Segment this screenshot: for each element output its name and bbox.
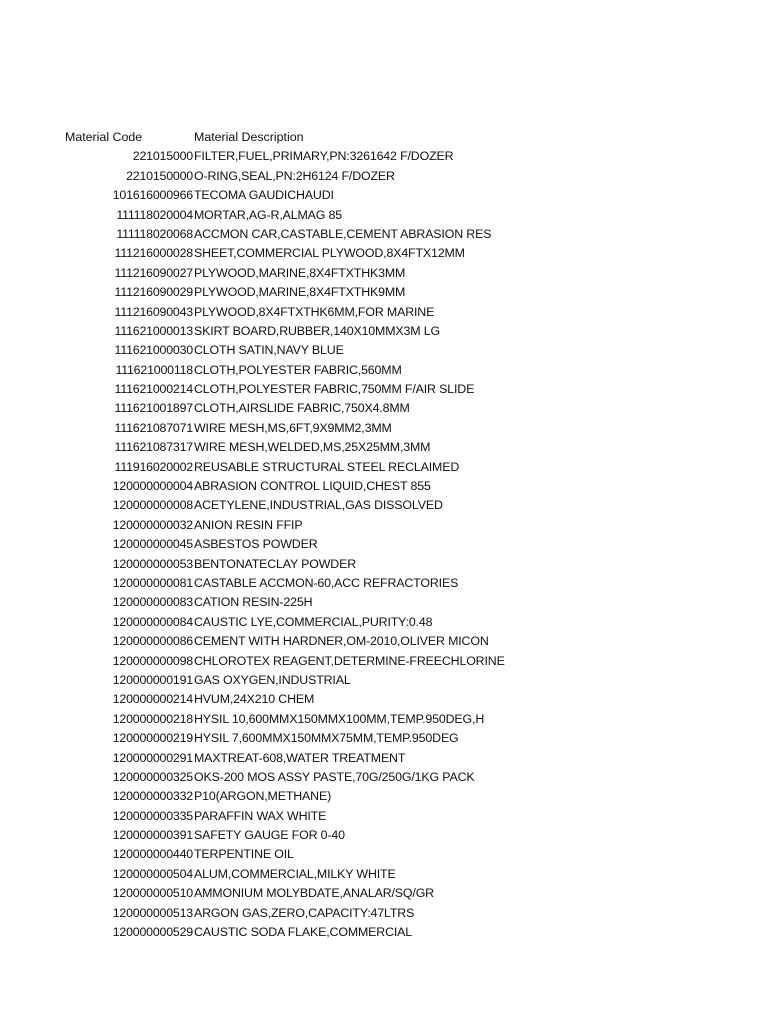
table-row — [0, 593, 768, 612]
material-description-cell: CAUSTIC LYE,COMMERCIAL,PURITY:0.48 — [194, 614, 433, 629]
table-row — [0, 322, 768, 341]
material-code-cell: 120000000045 — [112, 537, 193, 552]
material-code-cell: 120000000529 — [112, 925, 193, 940]
material-code-cell: 111621087317 — [114, 440, 193, 455]
material-description-cell: GAS OXYGEN,INDUSTRIAL — [194, 672, 351, 687]
material-code-cell: 120000000032 — [112, 517, 193, 532]
table-row — [0, 749, 768, 768]
material-code-cell: 120000000098 — [112, 653, 193, 668]
table-row — [0, 652, 768, 671]
material-code-cell: 120000000214 — [112, 692, 193, 707]
material-description-cell: CEMENT WITH HARDNER,OM-2010,OLIVER MICON — [194, 634, 489, 649]
table-row — [0, 690, 768, 709]
material-description-cell: ASBESTOS POWDER — [194, 537, 318, 552]
material-description-cell: FILTER,FUEL,PRIMARY,PN:3261642 F/DOZER — [194, 149, 454, 164]
table-row — [0, 147, 768, 166]
table-row — [0, 884, 768, 903]
table-row — [0, 904, 768, 923]
table-row — [0, 710, 768, 729]
material-code-cell: 120000000083 — [112, 595, 193, 610]
material-code-cell: 120000000291 — [112, 750, 193, 765]
material-code-cell: 111216090027 — [114, 265, 193, 280]
material-code-cell: 120000000218 — [112, 711, 193, 726]
material-description-cell: CLOTH SATIN,NAVY BLUE — [194, 343, 344, 358]
material-description-cell: PLYWOOD,MARINE,8X4FTXTHK9MM — [194, 285, 406, 300]
material-code-cell: 111216090029 — [114, 285, 193, 300]
material-description-cell: SAFETY GAUGE FOR 0-40 — [194, 828, 345, 843]
material-code-cell: 120000000504 — [112, 866, 193, 881]
material-code-cell: 111621001897 — [114, 401, 193, 416]
column-header-material-code: Material Code — [65, 130, 143, 144]
material-code-cell: 120000000081 — [112, 575, 193, 590]
material-code-cell: 111216090043 — [114, 304, 193, 319]
material-code-cell: 111621000030 — [114, 343, 193, 358]
material-description-cell: BENTONATECLAY POWDER — [194, 556, 357, 571]
material-description-cell: PLYWOOD,MARINE,8X4FTXTHK3MM — [194, 265, 406, 280]
table-row — [0, 613, 768, 632]
table-row — [0, 516, 768, 535]
table-row — [0, 671, 768, 690]
table-row — [0, 341, 768, 360]
material-description-cell: CLOTH,POLYESTER FABRIC,750MM F/AIR SLIDE — [194, 382, 475, 397]
material-code-cell: 111621087071 — [114, 420, 193, 435]
table-row — [0, 399, 768, 418]
table-row — [0, 225, 768, 244]
material-code-cell: 111118020004 — [116, 207, 193, 222]
table-row — [0, 496, 768, 515]
material-description-cell: P10(ARGON,METHANE) — [194, 789, 332, 804]
material-description-cell: HVUM,24X210 CHEM — [194, 692, 315, 707]
material-code-cell: 111118020068 — [116, 226, 193, 241]
material-code-cell: 101616000966 — [112, 188, 193, 203]
material-description-cell: CAUSTIC SODA FLAKE,COMMERCIAL — [194, 925, 413, 940]
material-code-cell: 120000000086 — [112, 634, 193, 649]
material-description-cell: ACETYLENE,INDUSTRIAL,GAS DISSOLVED — [194, 498, 443, 513]
material-code-cell: 2210150000 — [126, 168, 193, 183]
table-row — [0, 458, 768, 477]
material-description-cell: PARAFFIN WAX WHITE — [194, 808, 327, 823]
material-code-cell: 120000000335 — [112, 808, 193, 823]
material-description-cell: CATION RESIN-225H — [194, 595, 313, 610]
material-description-cell: O-RING,SEAL,PN:2H6124 F/DOZER — [194, 168, 395, 183]
table-row — [0, 826, 768, 845]
table-row — [0, 555, 768, 574]
table-row — [0, 206, 768, 225]
material-description-cell: SHEET,COMMERCIAL PLYWOOD,8X4FTX12MM — [194, 246, 465, 261]
material-code-cell: 111916020002 — [114, 459, 193, 474]
table-row — [0, 303, 768, 322]
table-row — [0, 923, 768, 942]
table-row — [0, 186, 768, 205]
material-code-cell: 120000000084 — [112, 614, 193, 629]
material-code-cell: 111621000013 — [114, 323, 193, 338]
material-description-cell: HYSIL 7,600MMX150MMX75MM,TEMP.950DEG — [194, 731, 459, 746]
table-row — [0, 807, 768, 826]
table-row — [0, 167, 768, 186]
table-row — [0, 768, 768, 787]
material-code-cell: 120000000191 — [112, 672, 193, 687]
table-row — [0, 419, 768, 438]
material-description-cell: WIRE MESH,MS,6FT,9X9MM2,3MM — [194, 420, 392, 435]
table-row — [0, 477, 768, 496]
material-table — [0, 128, 768, 942]
material-description-cell: TERPENTINE OIL — [194, 847, 294, 862]
material-description-cell: TECOMA GAUDICHAUDI — [194, 188, 334, 203]
material-description-cell: ABRASION CONTROL LIQUID,CHEST 855 — [194, 479, 431, 494]
material-description-cell: MAXTREAT-608,WATER TREATMENT — [194, 750, 406, 765]
material-code-cell: 120000000510 — [112, 886, 193, 901]
table-row — [0, 438, 768, 457]
material-code-cell: 120000000004 — [112, 479, 193, 494]
material-code-cell: 120000000513 — [112, 905, 193, 920]
table-header-row — [0, 128, 768, 147]
material-code-cell: 120000000332 — [112, 789, 193, 804]
material-code-cell: 120000000053 — [112, 556, 193, 571]
material-description-cell: OKS-200 MOS ASSY PASTE,70G/250G/1KG PACK — [194, 769, 475, 784]
material-description-cell: ALUM,COMMERCIAL,MILKY WHITE — [194, 866, 396, 881]
table-row — [0, 380, 768, 399]
material-description-cell: CLOTH,POLYESTER FABRIC,560MM — [194, 362, 402, 377]
material-description-cell: PLYWOOD,8X4FTXTHK6MM,FOR MARINE — [194, 304, 435, 319]
material-description-cell: SKIRT BOARD,RUBBER,140X10MMX3M LG — [194, 323, 440, 338]
material-code-cell: 111216000028 — [114, 246, 193, 261]
material-code-cell: 111621000214 — [114, 382, 193, 397]
material-code-cell: 120000000219 — [112, 731, 193, 746]
column-header-material-description: Material Description — [194, 130, 304, 144]
material-code-cell: 120000000440 — [112, 847, 193, 862]
material-code-cell: 120000000008 — [112, 498, 193, 513]
table-row — [0, 574, 768, 593]
table-row — [0, 535, 768, 554]
material-description-cell: ARGON GAS,ZERO,CAPACITY:47LTRS — [194, 905, 415, 920]
material-code-cell: 111621000118 — [115, 362, 193, 377]
table-row — [0, 632, 768, 651]
material-description-cell: CHLOROTEX REAGENT,DETERMINE-FREECHLORINE — [194, 653, 505, 668]
material-code-cell: 120000000391 — [112, 828, 193, 843]
table-row — [0, 787, 768, 806]
material-description-cell: ACCMON CAR,CASTABLE,CEMENT ABRASION RES — [194, 226, 492, 241]
table-row — [0, 283, 768, 302]
material-code-cell: 120000000325 — [112, 769, 193, 784]
table-row — [0, 845, 768, 864]
material-description-cell: REUSABLE STRUCTURAL STEEL RECLAIMED — [194, 459, 460, 474]
material-description-cell: CASTABLE ACCMON-60,ACC REFRACTORIES — [194, 575, 459, 590]
table-row — [0, 729, 768, 748]
material-description-cell: MORTAR,AG-R,ALMAG 85 — [194, 207, 343, 222]
table-row — [0, 865, 768, 884]
material-description-cell: CLOTH,AIRSLIDE FABRIC,750X4.8MM — [194, 401, 410, 416]
material-description-cell: ANION RESIN FFIP — [194, 517, 303, 532]
table-row — [0, 361, 768, 380]
material-description-cell: AMMONIUM MOLYBDATE,ANALAR/SQ/GR — [194, 886, 434, 901]
material-description-cell: HYSIL 10,600MMX150MMX100MM,TEMP.950DEG,H — [194, 711, 485, 726]
table-row — [0, 264, 768, 283]
material-code-cell: 221015000 — [132, 149, 193, 164]
table-row — [0, 244, 768, 263]
material-description-cell: WIRE MESH,WELDED,MS,25X25MM,3MM — [194, 440, 431, 455]
